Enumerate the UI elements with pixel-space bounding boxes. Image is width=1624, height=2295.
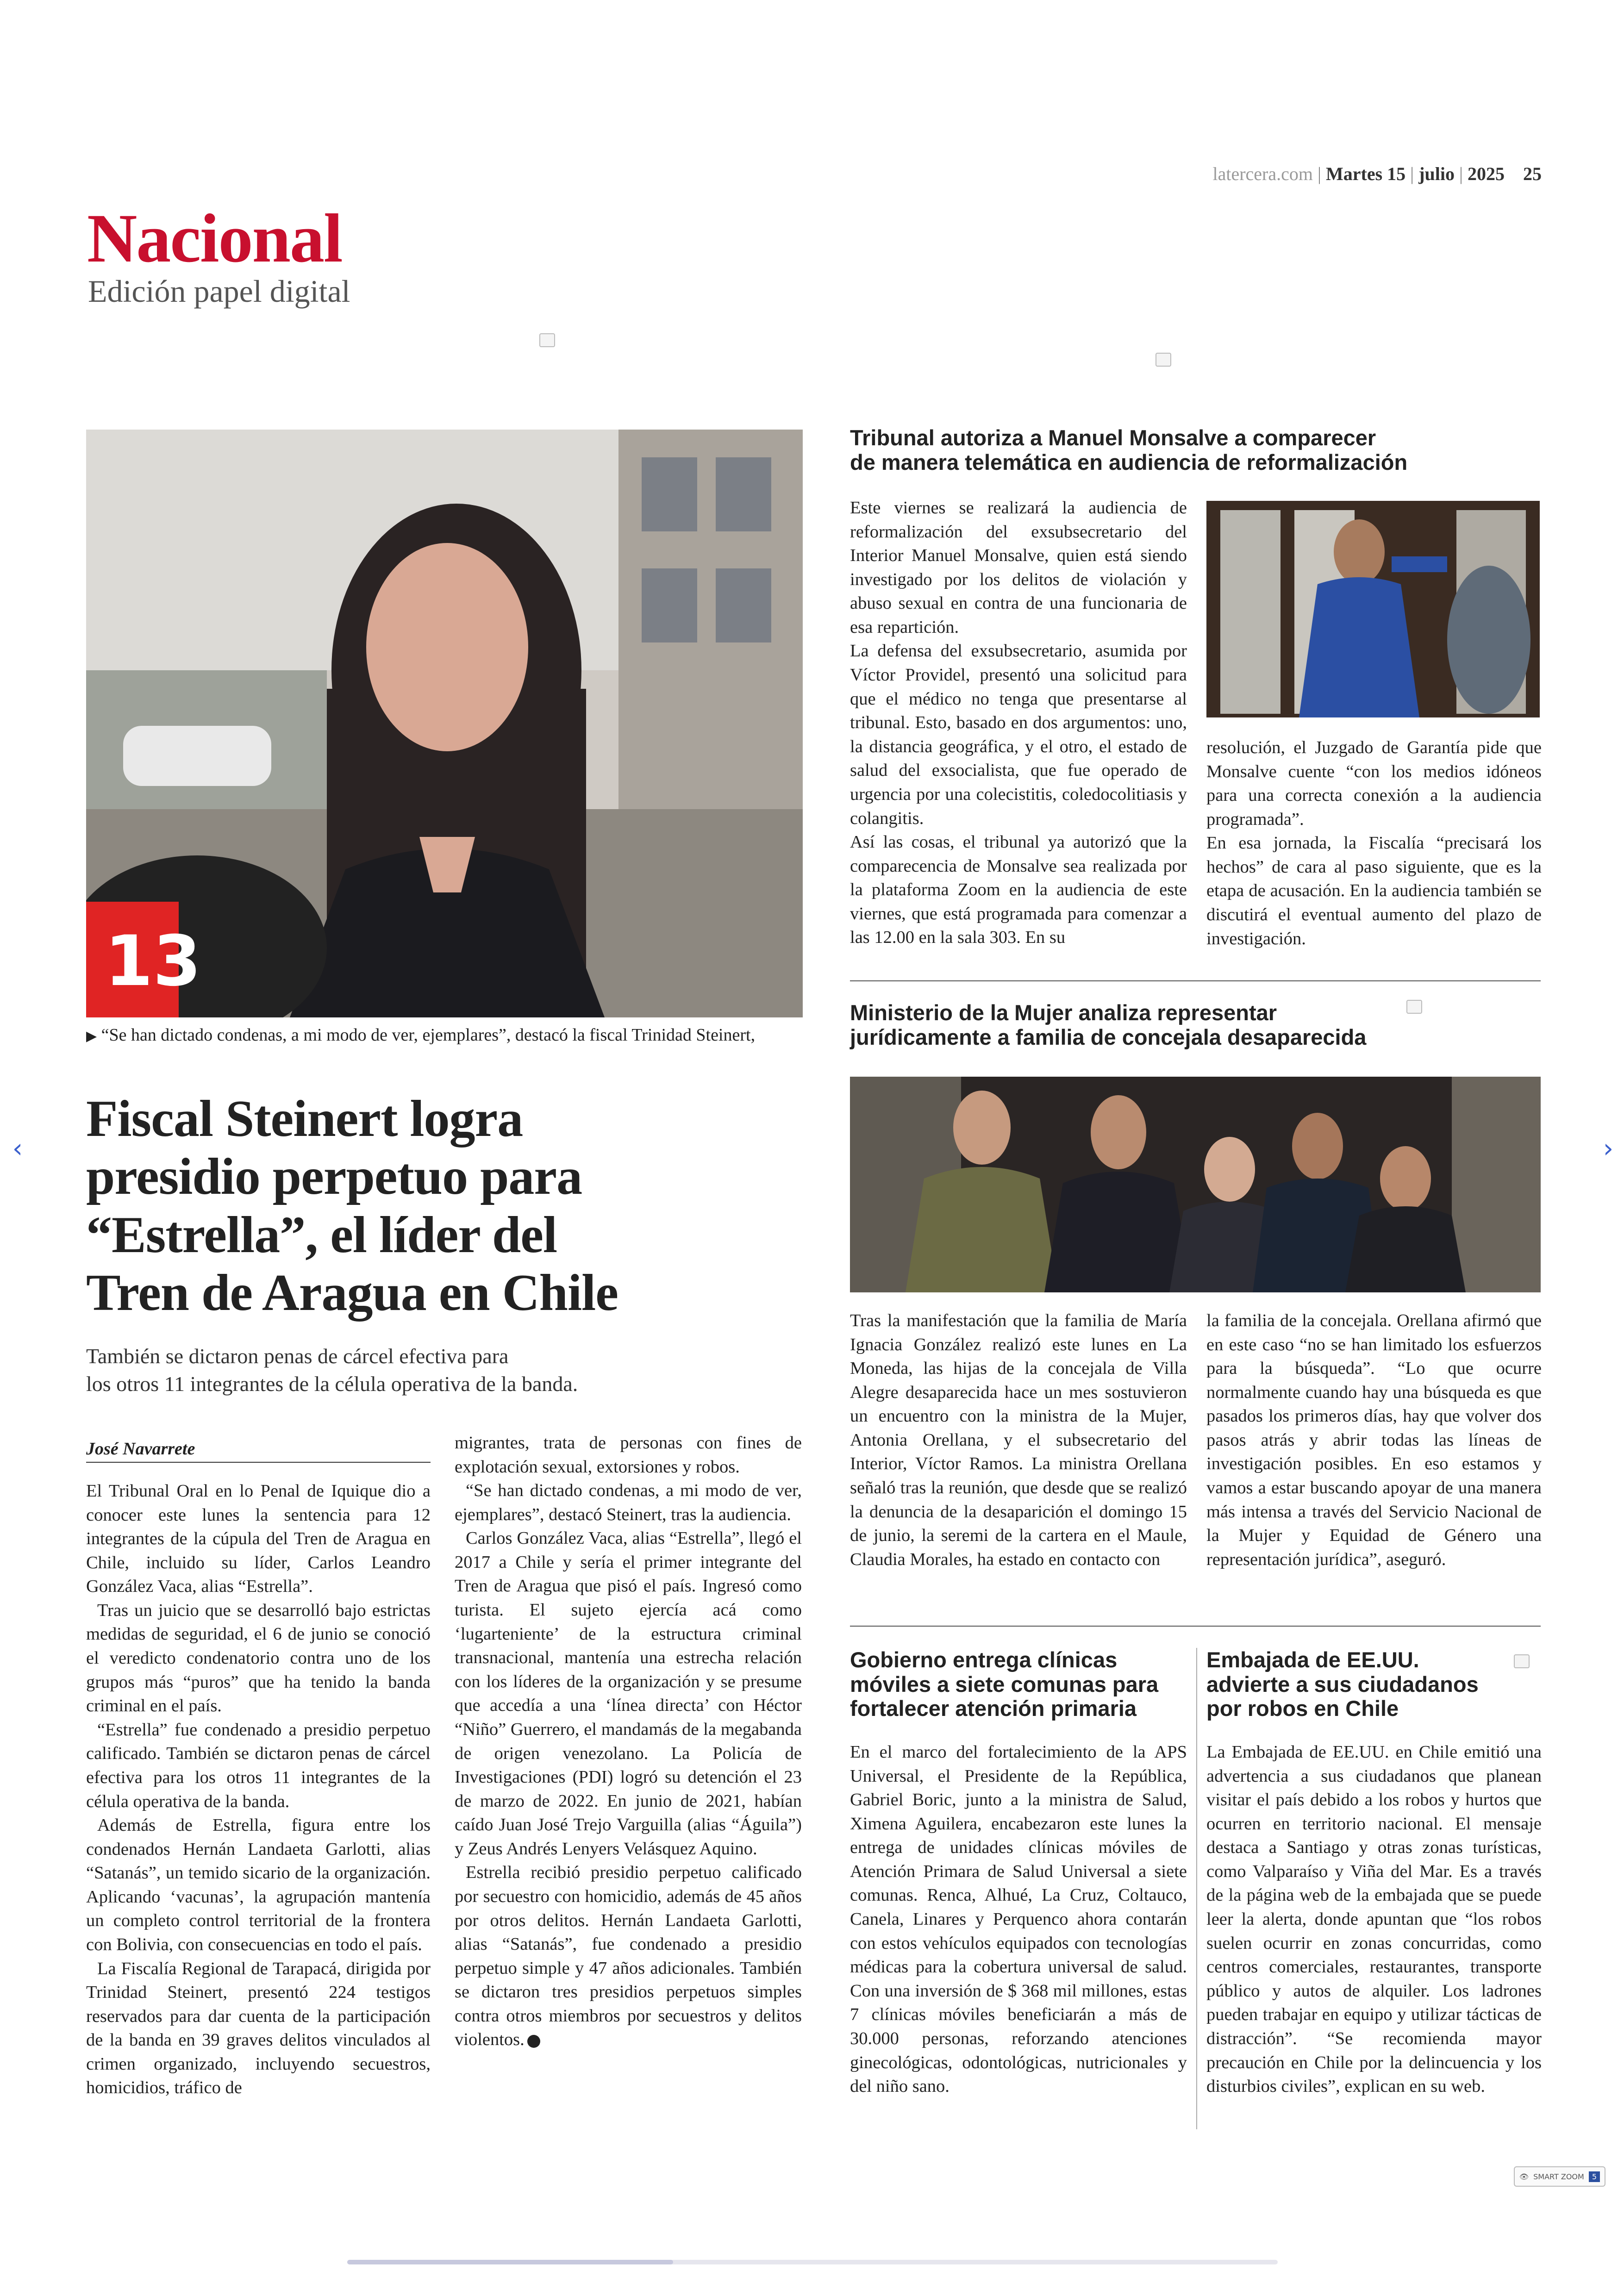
header-year: 2025 bbox=[1468, 163, 1505, 184]
headline-line: Fiscal Steinert logra bbox=[86, 1090, 523, 1148]
paragraph: la familia de la concejala. Orellana afirmó que en este caso “no se han limitado los esfuerzos para la búsqueda”. “Lo que ocurre normalmente cuando hay una búsqueda es que pasados los primeros días, hay que volver dos pasos atrás y abrir todas las líneas de investigación posibles. En eso estamos y vamos a estar buscando apoyar de una manera más intensa a través del Servicio Nacional de la Mujer y Equidad de Género una representación jurídica”, aseguró. bbox=[1206, 1311, 1542, 1569]
paragraph: En esa jornada, la Fiscalía “precisará los hechos” de cara al paso siguiente, que es la etapa de acusación. En la audiencia también se discutirá el eventual aumento del plazo de investigación. bbox=[1206, 833, 1542, 948]
divider bbox=[850, 980, 1541, 981]
embajada-headline[interactable] bbox=[1206, 1648, 1540, 1721]
end-dot-icon bbox=[527, 2035, 540, 2048]
main-headline[interactable] bbox=[86, 1090, 808, 1322]
page-progress-bar[interactable] bbox=[347, 2260, 1278, 2264]
headline-line: móviles a siete comunas para bbox=[850, 1671, 1159, 1696]
paragraph: Así las cosas, el tribunal ya autorizó que la comparecencia de Monsalve sea realizada por la plataforma Zoom en la audiencia de este viernes, que está programada para comenzar a las 12.00 en la sala 303. En su bbox=[850, 832, 1187, 948]
zoom-level: 5 bbox=[1589, 2171, 1600, 2182]
headline-line: presidio perpetuo para bbox=[86, 1148, 582, 1206]
monsalve-col-1 bbox=[850, 496, 1187, 950]
article-link-icon[interactable] bbox=[1406, 1000, 1422, 1014]
paragraph: En el marco del fortalecimiento de la APS Universal, el Presidente de la República, Gabriel Boric, junto a la ministra de Salud, Ximena Aguilera, encabezaron este lunes la entrega de unidades clínicas móviles de Atención Primara de Salud Universal a siete comunas. Renca, Alhué, La Cruz, Coltauco, Canela, Linares y Perquenco ahora contarán con estos vehículos equipados con tecnologías médicas para la cobertura universal de salud. Con una inversión de $ 368 mil millones, estas 7 clínicas móviles beneficiarán a más de 30.000 personas, reforzando atenciones ginecológicas, odontológicas, nutricionales y del niño sano. bbox=[850, 1742, 1187, 2096]
paragraph: migrantes, trata de personas con fines de explotación sexual, extorsiones y robos. bbox=[455, 1433, 802, 1477]
eye-icon: 👁 bbox=[1519, 2172, 1529, 2181]
smart-zoom-button[interactable] bbox=[1514, 2166, 1605, 2187]
paragraph: resolución, el Juzgado de Garantía pide que Monsalve cuente “con los medios idóneos para una correcta conexión a la audiencia programada”. bbox=[1206, 738, 1542, 829]
headline-line: Tren de Aragua en Chile bbox=[86, 1264, 618, 1322]
headline-line: por robos en Chile bbox=[1206, 1696, 1399, 1721]
article-link-icon[interactable] bbox=[1514, 1654, 1530, 1668]
mujer-photo bbox=[850, 1077, 1541, 1292]
main-photo-caption bbox=[86, 1024, 803, 1047]
edition-subtitle: Edición papel digital bbox=[88, 274, 350, 309]
paragraph: Carlos González Vaca, alias “Estrella”, llegó el 2017 a Chile y sería el primer integrante del Tren de Aragua que pisó el país. Ingresó como turista. El sujeto ejercía acá como ‘lugarteniente’ de la estructura criminal transnacional, mantenía una estrecha relación con los líderes de la organización y se presume que accedía a una ‘línea directa’ con Héctor “Niño” Guerrero, el mandamás de la megabanda de origen venezolano. La Policía de Investigaciones (PDI) logró su detención el 23 de marzo de 2022. En junio de 2021, habían caído Juan José Trejo Varguilla (alias “Águila”) y Zeus Andrés Lenyers Velásquez Aquino. bbox=[455, 1528, 802, 1858]
headline-line: fortalecer atención primaria bbox=[850, 1696, 1137, 1721]
main-article-col-1 bbox=[86, 1479, 431, 2100]
subhead-line: También se dictaron penas de cárcel efectiva para bbox=[86, 1344, 509, 1368]
divider bbox=[850, 1626, 1541, 1627]
paragraph: La Embajada de EE.UU. en Chile emitió una advertencia a sus ciudadanos que planean visitar el país debido a los robos y hurtos que ocurren en territorio nacional. El mensaje destaca a Santiago y otras zonas turísticas, como Valparaíso y Viña del Mar. Es a través de la página web de la embajada que se puede leer la alerta, donde apuntan que “los robos suelen ocurrir en zonas concurridas, como centros comerciales, restaurantes, transporte público y autos de alquiler. Los ladrones pueden trabajar en equipo y utilizar tácticas de distracción”. “Se recomienda mayor precaución en Chile por la delincuencia y los disturbios civiles”, explican en su web. bbox=[1206, 1742, 1542, 2096]
mujer-col-1 bbox=[850, 1309, 1187, 1572]
header-day: Martes 15 bbox=[1326, 163, 1406, 184]
caption-text: “Se han dictado condenas, a mi modo de ver, ejemplares”, destacó la fiscal Trinidad Steinert, bbox=[101, 1025, 756, 1045]
paragraph: Estrella recibió presidio perpetuo calificado por secuestro con homicidio, además de 45 años por otros delitos. Hernán Landaeta Garlotti, alias “Satanás”, fue condenado a presidio perpetuo simple y 47 años adicionales. También se dictaron tres presidios perpetuos simples contra otros miembros por secuestros y delitos violentos. bbox=[455, 1863, 802, 2050]
headline-line: “Estrella”, el líder del bbox=[86, 1206, 557, 1264]
progress-fill bbox=[347, 2260, 673, 2264]
embajada-body bbox=[1206, 1740, 1542, 2099]
monsalve-photo bbox=[1206, 501, 1540, 717]
svg-text:13: 13 bbox=[105, 921, 201, 1002]
main-photo bbox=[86, 430, 803, 1017]
main-article-col-2 bbox=[455, 1431, 802, 2052]
paragraph: Tras un juicio que se desarrolló bajo estrictas medidas de seguridad, el 6 de junio se conoció el veredicto condenatorio contra uno de los grupos más “puros” que ha tenido la banda criminal en el país. bbox=[86, 1600, 431, 1716]
site-name: latercera.com bbox=[1212, 163, 1313, 184]
caption-arrow-icon: ▶ bbox=[86, 1029, 97, 1044]
headline-line: advierte a sus ciudadanos bbox=[1206, 1671, 1479, 1696]
column-divider bbox=[1196, 1648, 1197, 2129]
headline-line: Embajada de EE.UU. bbox=[1206, 1647, 1419, 1672]
clinicas-headline[interactable] bbox=[850, 1648, 1193, 1721]
chevron-right-icon[interactable]: › bbox=[1603, 1133, 1614, 1164]
mujer-col-2 bbox=[1206, 1309, 1542, 1572]
headline-line: jurídicamente a familia de concejala desaparecida bbox=[850, 1024, 1367, 1049]
mujer-headline[interactable] bbox=[850, 1001, 1526, 1049]
clinicas-body bbox=[850, 1740, 1187, 2099]
paragraph: Además de Estrella, figura entre los condenados Hernán Landaeta Garlotti, alias “Satanás”, un temido sicario de la organización. Aplicando ‘vacunas’, la agrupación mantenía un completo control territorial de la frontera con Bolivia, con consecuencias en todo el país. bbox=[86, 1815, 431, 1954]
headline-line: de manera telemática en audiencia de reformalización bbox=[850, 449, 1408, 474]
smart-zoom-label: SMART ZOOM bbox=[1533, 2172, 1584, 2181]
paragraph: La defensa del exsubsecretario, asumida por Víctor Providel, presentó una solicitud para que el médico no tenga que presentarse al tribunal. Esto, basado en dos argumentos: uno, la distancia geográfica, y el otro, el estado de salud del exsocialista, que fue operado de urgencia por una colecistitis, coledocolitiasis y colangitis. bbox=[850, 641, 1187, 828]
chevron-left-icon[interactable]: ‹ bbox=[12, 1133, 23, 1164]
page-number: 25 bbox=[1523, 163, 1542, 184]
headline-line: Tribunal autoriza a Manuel Monsalve a comparecer bbox=[850, 425, 1376, 450]
paragraph: “Estrella” fue condenado a presidio perpetuo calificado. También se dictaron penas de cárcel efectiva para los otros 11 integrantes de la célula operativa de la banda. bbox=[86, 1720, 431, 1811]
page-header-meta: latercera.com | Martes 15 | julio | 2025 25 bbox=[1212, 163, 1542, 184]
paragraph: “Se han dictado condenas, a mi modo de ver, ejemplares”, destacó Steinert, tras la audiencia. bbox=[455, 1481, 802, 1524]
subhead-line: los otros 11 integrantes de la célula operativa de la banda. bbox=[86, 1372, 578, 1396]
byline: José Navarrete bbox=[86, 1439, 431, 1463]
monsalve-headline[interactable] bbox=[850, 426, 1535, 474]
paragraph: La Fiscalía Regional de Tarapacá, dirigida por Trinidad Steinert, presentó 224 testigos reservados para dar cuenta de la participación de la banda en 39 graves delitos vinculados al crimen organizado, incluyendo secuestros, homicidios, tráfico de bbox=[86, 1958, 431, 2098]
paragraph: Este viernes se realizará la audiencia de reformalización del exsubsecretario del Interior Manuel Monsalve, quien está siendo investigado por los delitos de violación y abuso sexual en contra de una funcionaria de esa repartición. bbox=[850, 498, 1187, 637]
article-link-icon[interactable] bbox=[539, 333, 555, 347]
section-title: Nacional bbox=[87, 200, 342, 277]
main-subhead bbox=[86, 1342, 808, 1398]
article-link-icon[interactable] bbox=[1156, 353, 1171, 367]
header-month: julio bbox=[1418, 163, 1455, 184]
headline-line: Ministerio de la Mujer analiza representar bbox=[850, 1000, 1277, 1025]
paragraph: Tras la manifestación que la familia de María Ignacia González realizó este lunes en La Moneda, las hijas de la concejala de Villa Alegre desaparecida hace un mes sostuvieron un encuentro con la ministra de la Mujer, Antonia Orellana, y el subsecretario del Interior, Víctor Ramos. La ministra Orellana señaló tras la reunión, que desde que se realizó la denuncia de la desaparición el domingo 15 de junio, la seremi de la cartera en el Maule, Claudia Morales, ha estado en contacto con bbox=[850, 1311, 1187, 1569]
headline-line: Gobierno entrega clínicas bbox=[850, 1647, 1118, 1672]
paragraph: El Tribunal Oral en lo Penal de Iquique dio a conocer este lunes la sentencia para 12 integrantes de la cúpula del Tren de Aragua en Chile, incluido su líder, Carlos Leandro González Vaca, alias “Estrella”. bbox=[86, 1481, 431, 1597]
monsalve-col-2 bbox=[1206, 736, 1542, 951]
